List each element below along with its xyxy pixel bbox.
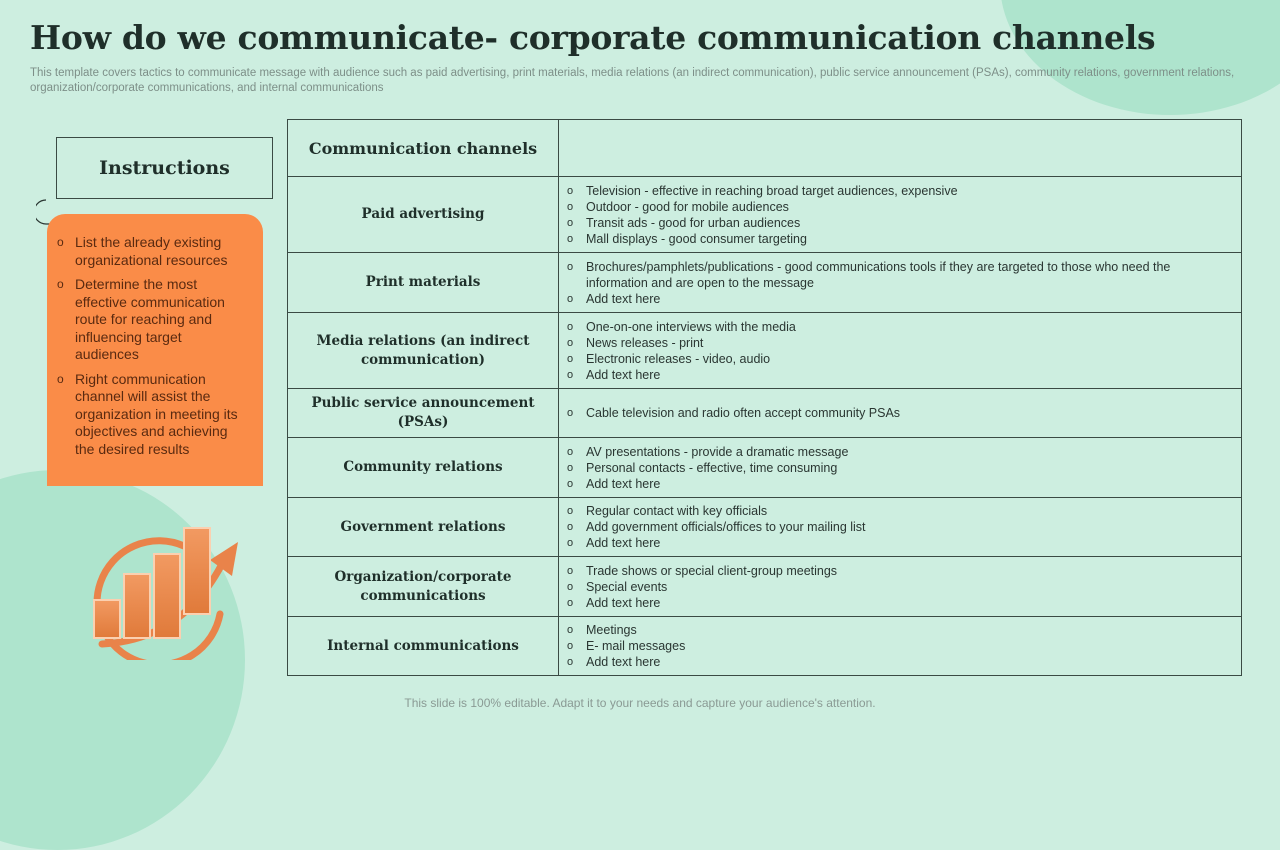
- list-item: o Add government officials/offices to your mailing list: [567, 519, 1213, 535]
- list-item: o Special events: [567, 579, 1213, 595]
- channel-description: [559, 617, 1242, 676]
- channel-label: Government relations: [288, 498, 559, 557]
- channel-description: [559, 313, 1242, 389]
- table-row: [288, 498, 1242, 557]
- list-item: o Transit ads - good for urban audiences: [567, 215, 1213, 231]
- channel-label: Internal communications: [288, 617, 559, 676]
- list-item: o Meetings: [567, 622, 1213, 638]
- list-item: o Outdoor - good for mobile audiences: [567, 199, 1213, 215]
- slide-footer: This slide is 100% editable. Adapt it to your needs and capture your audience's attention.: [404, 696, 876, 710]
- slide-subtitle: This template covers tactics to communicate message with audience such as paid advertising, print materials, media relations (an indirect communication), public service announcement (PSAs), community relations, government relations, organization/corporate communications, and internal communications: [30, 67, 1235, 94]
- instructions-card: [47, 214, 263, 486]
- list-item: o Add text here: [567, 595, 1213, 611]
- list-item: o Brochures/pamphlets/publications - good communications tools if they are targeted to those who need the information and are open to the message: [567, 259, 1213, 291]
- channel-description: [559, 557, 1242, 617]
- slide-title: How do we communicate- corporate communication channels: [30, 18, 1156, 57]
- table-row: [288, 389, 1242, 438]
- table-header-row: [288, 120, 1242, 177]
- list-item: o Electronic releases - video, audio: [567, 351, 1213, 367]
- channel-label: Community relations: [288, 438, 559, 498]
- list-item: o Add text here: [567, 291, 1213, 307]
- list-item: o Add text here: [567, 654, 1213, 670]
- growth-chart-icon: [72, 518, 244, 660]
- list-item: o E- mail messages: [567, 638, 1213, 654]
- list-item: o Mall displays - good consumer targeting: [567, 231, 1213, 247]
- table-header-cell: Communication channels: [288, 120, 559, 177]
- table-row: [288, 313, 1242, 389]
- instructions-heading: Instructions: [99, 157, 230, 179]
- channel-description: [559, 177, 1242, 253]
- list-item: o Add text here: [567, 476, 1213, 492]
- channel-label: Organization/corporate communications: [288, 557, 559, 617]
- table-row: [288, 557, 1242, 617]
- table-row: [288, 438, 1242, 498]
- table-header-empty-cell: [559, 120, 1242, 177]
- instructions-heading-box: [56, 137, 273, 199]
- list-item: o AV presentations - provide a dramatic message: [567, 444, 1213, 460]
- list-item: o Add text here: [567, 535, 1213, 551]
- table-row: [288, 617, 1242, 676]
- instruction-item: o Determine the most effective communication route for reaching and influencing target audiences: [57, 276, 249, 364]
- channel-description: [559, 389, 1242, 438]
- channel-label: Media relations (an indirect communication): [288, 313, 559, 389]
- channel-label: Print materials: [288, 253, 559, 313]
- table-row: [288, 253, 1242, 313]
- channel-label: Public service announcement (PSAs): [288, 389, 559, 438]
- channels-table: [287, 119, 1242, 676]
- list-item: o One-on-one interviews with the media: [567, 319, 1213, 335]
- table-row: [288, 177, 1242, 253]
- list-item: o Television - effective in reaching broad target audiences, expensive: [567, 183, 1213, 199]
- channel-description: [559, 253, 1242, 313]
- channel-description: [559, 498, 1242, 557]
- list-item: o Regular contact with key officials: [567, 503, 1213, 519]
- list-item: o Add text here: [567, 367, 1213, 383]
- list-item: o News releases - print: [567, 335, 1213, 351]
- list-item: o Trade shows or special client-group meetings: [567, 563, 1213, 579]
- instructions-list: [57, 234, 249, 458]
- instruction-item: o List the already existing organizational resources: [57, 234, 249, 269]
- channel-label: Paid advertising: [288, 177, 559, 253]
- list-item: o Cable television and radio often accept community PSAs: [567, 405, 1213, 421]
- instruction-item: o Right communication channel will assist the organization in meeting its objectives and achieving the desired results: [57, 371, 249, 459]
- list-item: o Personal contacts - effective, time consuming: [567, 460, 1213, 476]
- channel-description: [559, 438, 1242, 498]
